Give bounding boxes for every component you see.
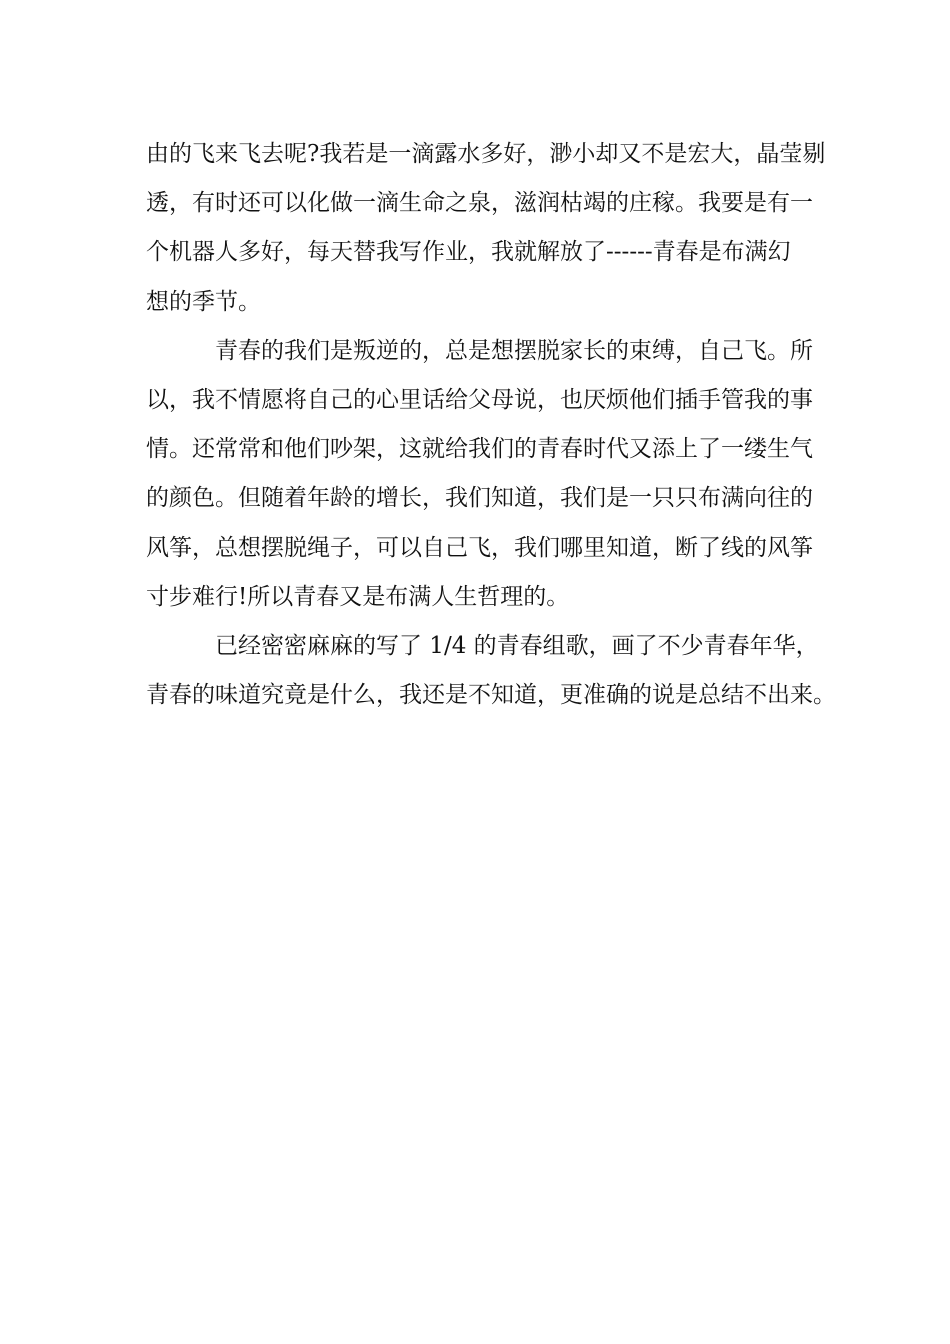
paragraph-start-line: 已经密密麻麻的写了 1/4 的青春组歌，画了不少青春年华，: [215, 632, 819, 659]
text-line: 以，我不情愿将自己的心里话给父母说，也厌烦他们插手管我的事: [146, 386, 813, 413]
text-line: 透，有时还可以化做一滴生命之泉，滋润枯竭的庄稼。我要是有一: [146, 190, 813, 217]
document-body: [146, 130, 836, 720]
text-line: 个机器人多好，每天替我写作业，我就解放了------青春是布满幻: [146, 239, 791, 266]
text-line: 的颜色。但随着年龄的增长，我们知道，我们是一只只布满向往的: [146, 485, 813, 512]
paragraph-start-line: 青春的我们是叛逆的，总是想摆脱家长的束缚，自己飞。所: [215, 337, 813, 364]
text-line: 想的季节。: [146, 288, 261, 315]
text-line: 寸步难行!所以青春又是布满人生哲理的。: [146, 583, 570, 610]
text-line: 由的飞来飞去呢?我若是一滴露水多好，渺小却又不是宏大，晶莹剔: [146, 141, 826, 167]
text-line: 风筝，总想摆脱绳子，可以自己飞，我们哪里知道，断了线的风筝: [146, 534, 813, 561]
text-line: 青春的味道究竟是什么，我还是不知道，更准确的说是总结不出来。: [146, 682, 836, 709]
text-line: 情。还常常和他们吵架，这就给我们的青春时代又添上了一缕生气: [146, 436, 813, 463]
